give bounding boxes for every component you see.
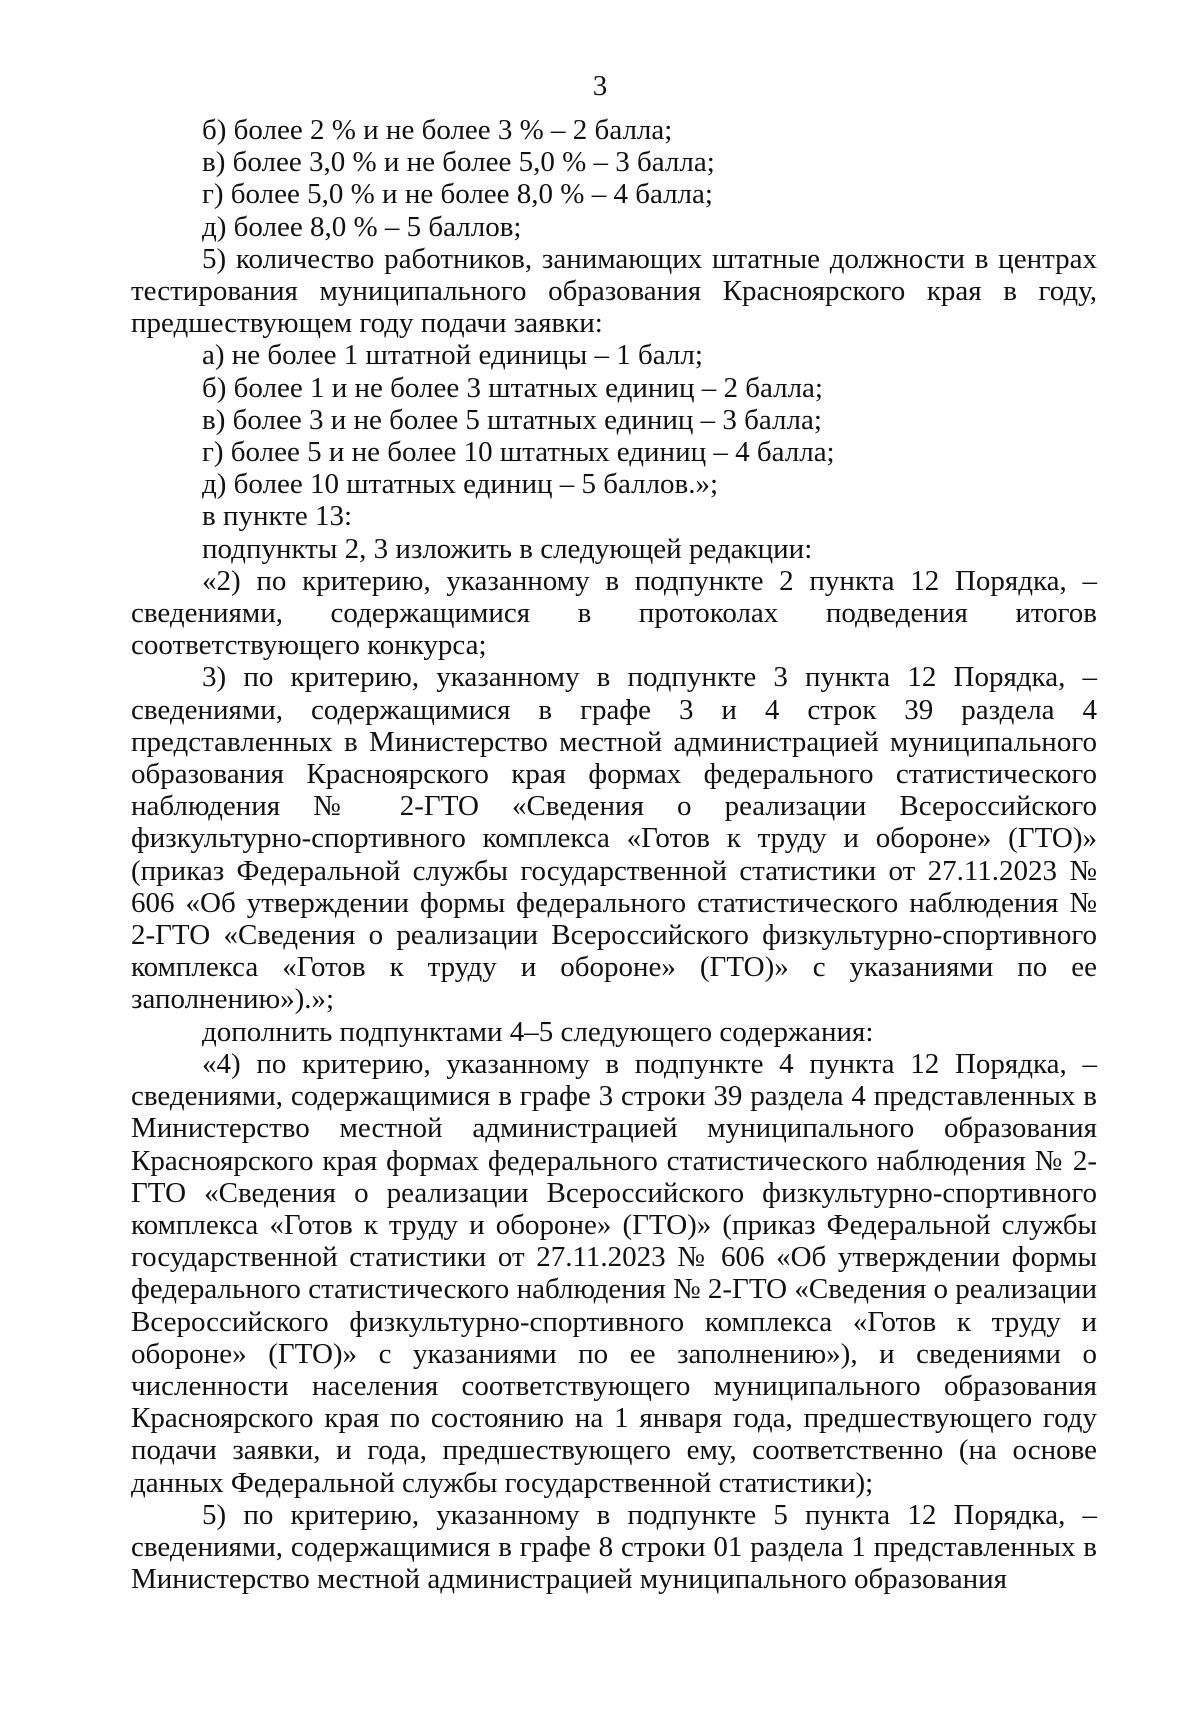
list-item: в) более 3,0 % и не более 5,0 % – 3 балла; — [202, 146, 715, 179]
list-item: подпункты 2, 3 изложить в следующей редакции: — [202, 532, 813, 565]
document-body — [131, 114, 1097, 1595]
list-item: а) не более 1 штатной единицы – 1 балл; — [202, 339, 703, 372]
list-item: д) более 10 штатных единиц – 5 баллов.»; — [202, 468, 719, 501]
paragraph: 3) по критерию, указанному в подпункте 3 пункта 12 Порядка, – сведениями, содержащимися в графе 3 и 4 строк 39 раздела 4 представленных в Министерство местной администрацией муниципального образования Красноярского края формах федерального статистического наблюдения № 2-ГТО «Сведения о реализации Всероссийского физкультурно-спортивного комплекса «Готов к труду и обороне» (ГТО)» (приказ Федеральной службы государственной статистики от 27.11.2023 № 606 «Об утверждении формы федерального статистического наблюдения № 2-ГТО «Сведения о реализации Всероссийского физкультурно-спортивного комплекса «Готов к труду и обороне» (ГТО)» с указаниями по ее заполнению»).»; — [131, 661, 1097, 1016]
list-item: дополнить подпунктами 4–5 следующего содержания: — [202, 1015, 874, 1048]
paragraph: «2) по критерию, указанному в подпункте 2 пункта 12 Порядка, – сведениями, содержащимися в протоколах подведения итогов соответствующего конкурса; — [131, 564, 1097, 662]
page-number: 3 — [592, 70, 608, 102]
list-item: в пункте 13: — [202, 500, 353, 533]
paragraph: 5) по критерию, указанному в подпункте 5 пункта 12 Порядка, – сведениями, содержащимися в графе 8 строки 01 раздела 1 представленных в Министерство местной администрацией муниципального образования — [131, 1498, 1097, 1596]
list-item: б) более 1 и не более 3 штатных единиц – 2 балла; — [202, 371, 823, 404]
paragraph: 5) количество работников, занимающих штатные должности в центрах тестирования муниципального образования Красноярского края в году, предшествующем году подачи заявки: — [131, 242, 1097, 340]
list-item: б) более 2 % и не более 3 % – 2 балла; — [202, 114, 673, 146]
list-item: в) более 3 и не более 5 штатных единиц – 3 балла; — [202, 403, 822, 436]
paragraph: «4) по критерию, указанному в подпункте 4 пункта 12 Порядка, – сведениями, содержащимися в графе 3 строки 39 раздела 4 представленных в Министерство местной администрацией муниципального образования Красноярского края формах федерального статистического наблюдения № 2-ГТО «Сведения о реализации Всероссийского физкультурно-спортивного комплекса «Готов к труду и обороне» (ГТО)» (приказ Федеральной службы государственной статистики от 27.11.2023 № 606 «Об утверждении формы федерального статистического наблюдения № 2-ГТО «Сведения о реализации Всероссийского физкультурно-спортивного комплекса «Готов к труду и обороне» (ГТО)» с указаниями по ее заполнению»), и сведениями о численности населения соответствующего муниципального образования Красноярского края по состоянию на 1 января года, предшествующего году подачи заявки, и года, предшествующего ему, соответственно (на основе данных Федеральной службы государственной статистики); — [131, 1047, 1097, 1499]
list-item: д) более 8,0 % – 5 баллов; — [202, 210, 522, 243]
list-item: г) более 5 и не более 10 штатных единиц – 4 балла; — [202, 436, 835, 469]
list-item: г) более 5,0 % и не более 8,0 % – 4 балла; — [202, 178, 713, 211]
